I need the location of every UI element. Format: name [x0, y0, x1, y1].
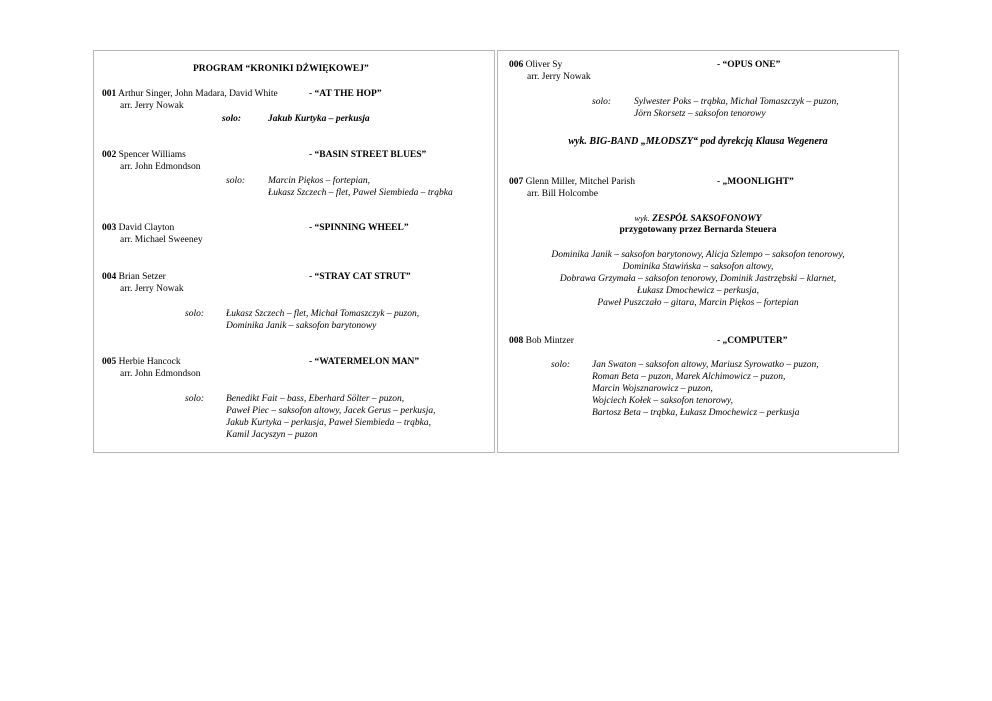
arranger: arr. John Edmondson	[120, 162, 201, 172]
composer: Bob Mintzer	[525, 336, 574, 346]
soloists-line-1: Sylwester Poks – trąbka, Michał Tomaszczyk – puzon,	[634, 97, 839, 107]
arranger: arr. Jerry Nowak	[120, 101, 184, 111]
solo-label: solo:	[185, 309, 204, 319]
arranger: arr. Jerry Nowak	[120, 284, 184, 294]
sax-prepared-by: przygotowany przez Bernarda Steuera	[619, 225, 777, 235]
soloists-line-1: Łukasz Szczech – flet, Michał Tomaszczyk – puzon,	[226, 309, 420, 319]
piece-title: - „MOONLIGHT”	[717, 177, 794, 187]
solo-label: solo:	[185, 394, 204, 404]
soloists-line-2: Łukasz Szczech – flet, Paweł Siembieda – trąbka	[268, 188, 453, 198]
piece-title: - “OPUS ONE”	[717, 60, 781, 70]
piece-title: - „COMPUTER”	[717, 336, 788, 346]
composer: Arthur Singer, John Madara, David White	[118, 89, 278, 99]
composer-line	[102, 150, 186, 162]
composer: Glenn Miller, Mitchel Parish	[525, 177, 636, 187]
soloists-line-3: Marcin Wojsznarowicz – puzon,	[592, 384, 713, 394]
soloists-line-4: Wojciech Kołek – saksofon tenorowy,	[592, 396, 733, 406]
composer-line	[509, 336, 574, 348]
solo-label: solo:	[222, 114, 241, 124]
soloists-line-4: Kamil Jacyszyn – puzon	[226, 430, 318, 440]
program-title: PROGRAM “KRONIKI DŹWIĘKOWEJ”	[193, 64, 369, 74]
piece-title: - “AT THE HOP”	[309, 89, 382, 99]
composer-line	[102, 89, 278, 101]
arranger: arr. John Edmondson	[120, 369, 201, 379]
composer-line	[102, 357, 181, 369]
soloists-line-3: Jakub Kurtyka – perkusja, Paweł Siembieda – trąbka,	[226, 418, 432, 428]
arranger: arr. Jerry Nowak	[527, 72, 591, 82]
piece-title: - “WATERMELON MAN”	[309, 357, 420, 367]
item-number: 008	[509, 336, 524, 346]
soloists-line-2: Paweł Piec – saksofon altowy, Jacek Gerus – perkusja,	[226, 406, 436, 416]
sax-ensemble-heading	[497, 213, 899, 226]
piece-title: - “STRAY CAT STRUT”	[309, 272, 411, 282]
composer: Oliver Sy	[525, 60, 563, 70]
arranger: arr. Michael Sweeney	[120, 235, 203, 245]
composer: Herbie Hancock	[118, 357, 181, 367]
soloists: Jakub Kurtyka – perkusja	[268, 114, 370, 124]
solo-label: solo:	[551, 360, 570, 370]
soloists-line-1: Marcin Piękos – fortepian,	[268, 176, 371, 186]
item-number: 005	[102, 357, 117, 367]
composer: Spencer Williams	[118, 150, 186, 160]
composer-line	[509, 177, 635, 189]
soloists-line-2: Dominika Janik – saksofon barytonowy	[226, 321, 377, 331]
bigband-performer-line: wyk. BIG-BAND „MŁODSZY“ pod dyrekcją Klausa Wegenera	[568, 136, 828, 147]
sax-prefix: wyk.	[634, 213, 650, 223]
item-number: 006	[509, 60, 524, 70]
item-number: 001	[102, 89, 117, 99]
sax-member-line-3: Dobrawa Grzymała – saksofon tenorowy, Dominik Jastrzębski – klarnet,	[559, 274, 837, 284]
composer-line	[102, 223, 174, 235]
soloists-line-2: Roman Beta – puzon, Marek Alchimowicz – puzon,	[592, 372, 786, 382]
piece-title: - “BASIN STREET BLUES”	[309, 150, 427, 160]
sax-member-line-4: Łukasz Dmochewicz – perkusja,	[637, 286, 759, 296]
soloists-line-2: Jörn Skorsetz – saksofon tenorowy	[634, 109, 766, 119]
sax-ensemble-name: ZESPÓŁ SAKSOFONOWY	[652, 214, 762, 224]
item-number: 003	[102, 223, 117, 233]
arranger: arr. Bill Holcombe	[527, 189, 598, 199]
soloists-line-5: Bartosz Beta – trąbka, Łukasz Dmochewicz – perkusja	[592, 408, 800, 418]
composer: Brian Setzer	[118, 272, 166, 282]
item-number: 004	[102, 272, 117, 282]
solo-label: solo:	[592, 97, 611, 107]
soloists-line-1: Benedikt Fait – bass, Eberhard Sölter – puzon,	[226, 394, 405, 404]
soloists-line-1: Jan Swaton – saksofon altowy, Mariusz Syrowatko – puzon,	[592, 360, 819, 370]
sax-member-line-1: Dominika Janik – saksofon barytonowy, Alicja Szlempo – saksofon tenorowy,	[551, 250, 845, 260]
item-number: 002	[102, 150, 117, 160]
composer-line	[102, 272, 166, 284]
composer-line	[509, 60, 562, 72]
sax-member-line-2: Dominika Stawińska – saksofon altowy,	[622, 262, 774, 272]
solo-label: solo:	[226, 176, 245, 186]
item-number: 007	[509, 177, 524, 187]
composer: David Clayton	[118, 223, 175, 233]
piece-title: - “SPINNING WHEEL”	[309, 223, 409, 233]
sax-member-line-5: Paweł Puszczało – gitara, Marcin Piękos – fortepian	[597, 298, 799, 308]
